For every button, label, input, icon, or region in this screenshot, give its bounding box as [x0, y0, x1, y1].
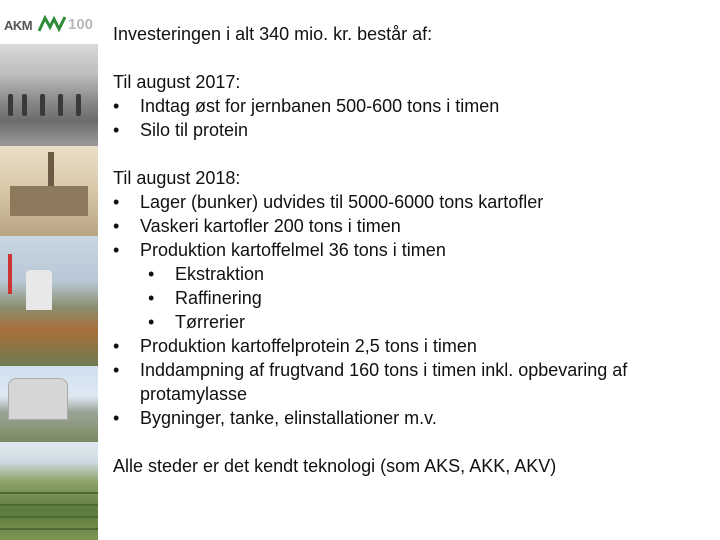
bullet: • [148, 312, 155, 332]
bullet: • [113, 336, 120, 356]
bullet: • [113, 96, 120, 116]
historic-factory-photo [0, 146, 98, 236]
factory-aerial-photo [0, 236, 98, 366]
bullet: • [113, 192, 120, 212]
historic-field-workers-photo [0, 44, 98, 146]
photo-strip [0, 0, 98, 540]
sub-list-item: • Ekstraktion [148, 264, 265, 284]
section-2018-title: Til august 2018: [113, 168, 241, 188]
bullet: • [113, 360, 120, 380]
list-item: • Inddampning af frugtvand 160 tons i timen inkl. opbevaring af protamylasse [113, 360, 628, 404]
logo-suffix: 100 [68, 16, 94, 33]
list-item: • Lager (bunker) udvides til 5000-6000 tons kartofler [113, 192, 544, 212]
potato-field-photo [0, 442, 98, 540]
list-item: • Vaskeri kartofler 200 tons i timen [113, 216, 401, 236]
storage-tank-photo [0, 366, 98, 442]
company-logo [2, 12, 96, 38]
sub-list-item: • Raffinering [148, 288, 262, 308]
section-2017-title: Til august 2017: [113, 72, 241, 92]
slide-content [113, 22, 713, 478]
bullet: • [148, 288, 155, 308]
bullet: • [113, 120, 120, 140]
bullet: • [113, 408, 120, 428]
sub-list-item: • Tørrerier [148, 312, 245, 332]
akm-logo-icon [38, 15, 66, 33]
bullet: • [113, 216, 120, 236]
list-item: • Indtag øst for jernbanen 500-600 tons i timen [113, 96, 500, 116]
list-item: • Produktion kartoffelmel 36 tons i timen [113, 240, 446, 260]
list-item: • Produktion kartoffelprotein 2,5 tons i timen [113, 336, 477, 356]
list-item: • Bygninger, tanke, elinstallationer m.v. [113, 408, 437, 428]
list-item: • Silo til protein [113, 120, 249, 140]
slide-heading: Investeringen i alt 340 mio. kr. består af: [113, 24, 433, 44]
logo-text: AKM [4, 18, 33, 33]
slide-footer: Alle steder er det kendt teknologi (som AKS, AKK, AKV) [113, 456, 557, 476]
bullet: • [113, 240, 120, 260]
bullet: • [148, 264, 155, 284]
